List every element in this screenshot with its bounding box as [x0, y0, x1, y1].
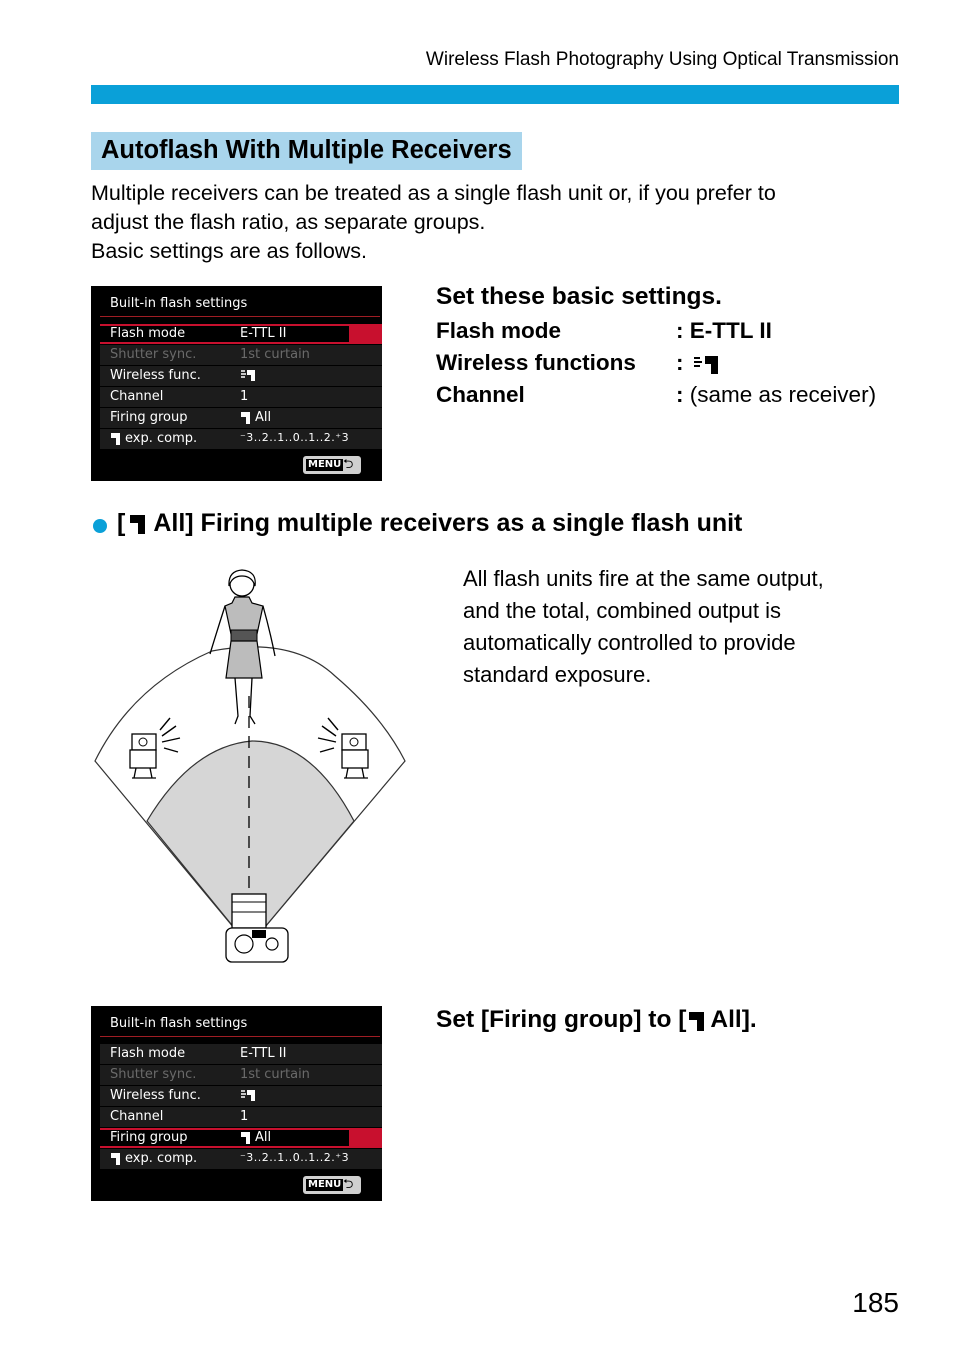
setting-flash-mode: Flash mode : E-TTL II [436, 318, 772, 343]
menu-row-exp-comp[interactable] [100, 429, 382, 449]
row-label: Channel [110, 1109, 164, 1124]
menu-row-firing-group[interactable] [100, 1128, 382, 1148]
row-value: E-TTL II [240, 1046, 287, 1061]
row-label-exp: exp. comp. [110, 431, 197, 446]
row-value-firing: All [240, 1130, 271, 1145]
intro-line: adjust the flash ratio, as separate groups. [91, 210, 486, 234]
row-label-exp: exp. comp. [110, 1151, 197, 1166]
row-value-firing: All [240, 410, 271, 425]
running-header: Wireless Flash Photography Using Optical Transmission [425, 49, 899, 70]
settings-heading: Set these basic settings. [436, 283, 722, 310]
row-label: Firing group [110, 410, 188, 425]
receiver-flash-icon [240, 411, 255, 425]
intro-line: Multiple receivers can be treated as a single flash unit or, if you prefer to [91, 181, 776, 205]
row-value: 1st curtain [240, 1067, 310, 1082]
setting-wireless-functions: Wireless functions : [436, 350, 636, 376]
intro-text [91, 179, 891, 266]
row-label: Channel [110, 389, 164, 404]
camera-screen-firing-group [91, 1006, 382, 1201]
screen-title: Built-in flash settings [110, 1016, 248, 1031]
row-value: 1 [240, 1109, 249, 1124]
menu-back-button[interactable] [303, 456, 361, 474]
row-label: Flash mode [110, 1046, 186, 1061]
row-label: Shutter sync. [110, 347, 197, 362]
menu-row-wireless-func[interactable] [100, 366, 382, 386]
menu-row-shutter-sync [100, 345, 382, 365]
wireless-func-icon [240, 368, 260, 386]
description-text: All flash units fire at the same output, and the total, combined output is automatically controlled to provide standard exposure. [463, 566, 824, 687]
exp-comp-scale: ⁻3..2..1..0..1..2.⁺3 [240, 1151, 350, 1164]
menu-row-channel[interactable] [100, 1107, 382, 1127]
receiver-flash-icon [110, 1152, 125, 1166]
receiver-flash-icon [127, 512, 151, 536]
screen-title-rule [100, 1036, 380, 1037]
row-label: Wireless func. [110, 1088, 201, 1103]
back-arrow-icon: ⮌ [343, 457, 354, 472]
menu-row-flash-mode[interactable] [100, 1044, 382, 1064]
setting-channel: Channel : (same as receiver) [436, 382, 877, 407]
menu-row-shutter-sync [100, 1065, 382, 1085]
receiver-flash-icon [240, 1131, 255, 1145]
section-title: Autoflash With Multiple Receivers [91, 132, 522, 170]
menu-row-exp-comp[interactable] [100, 1149, 382, 1169]
menu-row-channel[interactable] [100, 387, 382, 407]
row-value: 1st curtain [240, 347, 310, 362]
screen-title: Built-in flash settings [110, 296, 248, 311]
multi-flash-illustration [92, 566, 408, 970]
row-label: Firing group [110, 1130, 188, 1145]
row-label: Wireless func. [110, 368, 201, 383]
menu-row-flash-mode[interactable] [100, 324, 382, 344]
header-rule [91, 85, 899, 104]
back-arrow-icon: ⮌ [343, 1177, 354, 1192]
screen-title-rule [100, 316, 380, 317]
menu-row-firing-group[interactable] [100, 408, 382, 428]
menu-row-wireless-func[interactable] [100, 1086, 382, 1106]
page-number: 185 [852, 1287, 899, 1318]
menu-back-button[interactable] [303, 1176, 361, 1194]
bullet-heading: [ All] Firing multiple receivers as a single flash unit [117, 509, 743, 537]
row-value: 1 [240, 389, 249, 404]
receiver-flash-icon [110, 432, 125, 446]
menu-label: MENU [308, 459, 342, 470]
row-label: Flash mode [110, 326, 186, 341]
menu-label: MENU [308, 1179, 342, 1190]
wireless-func-icon [240, 1088, 260, 1106]
camera-screen-basic [91, 286, 382, 481]
row-label: Shutter sync. [110, 1067, 197, 1082]
exp-comp-scale: ⁻3..2..1..0..1..2.⁺3 [240, 431, 350, 444]
row-value: E-TTL II [240, 326, 287, 341]
bullet-dot-icon [93, 519, 107, 533]
step-heading: Set [Firing group] to [ All]. [436, 1006, 757, 1033]
receiver-flash-icon [686, 1009, 710, 1033]
intro-line: Basic settings are as follows. [91, 239, 368, 263]
wireless-func-icon [690, 352, 724, 376]
